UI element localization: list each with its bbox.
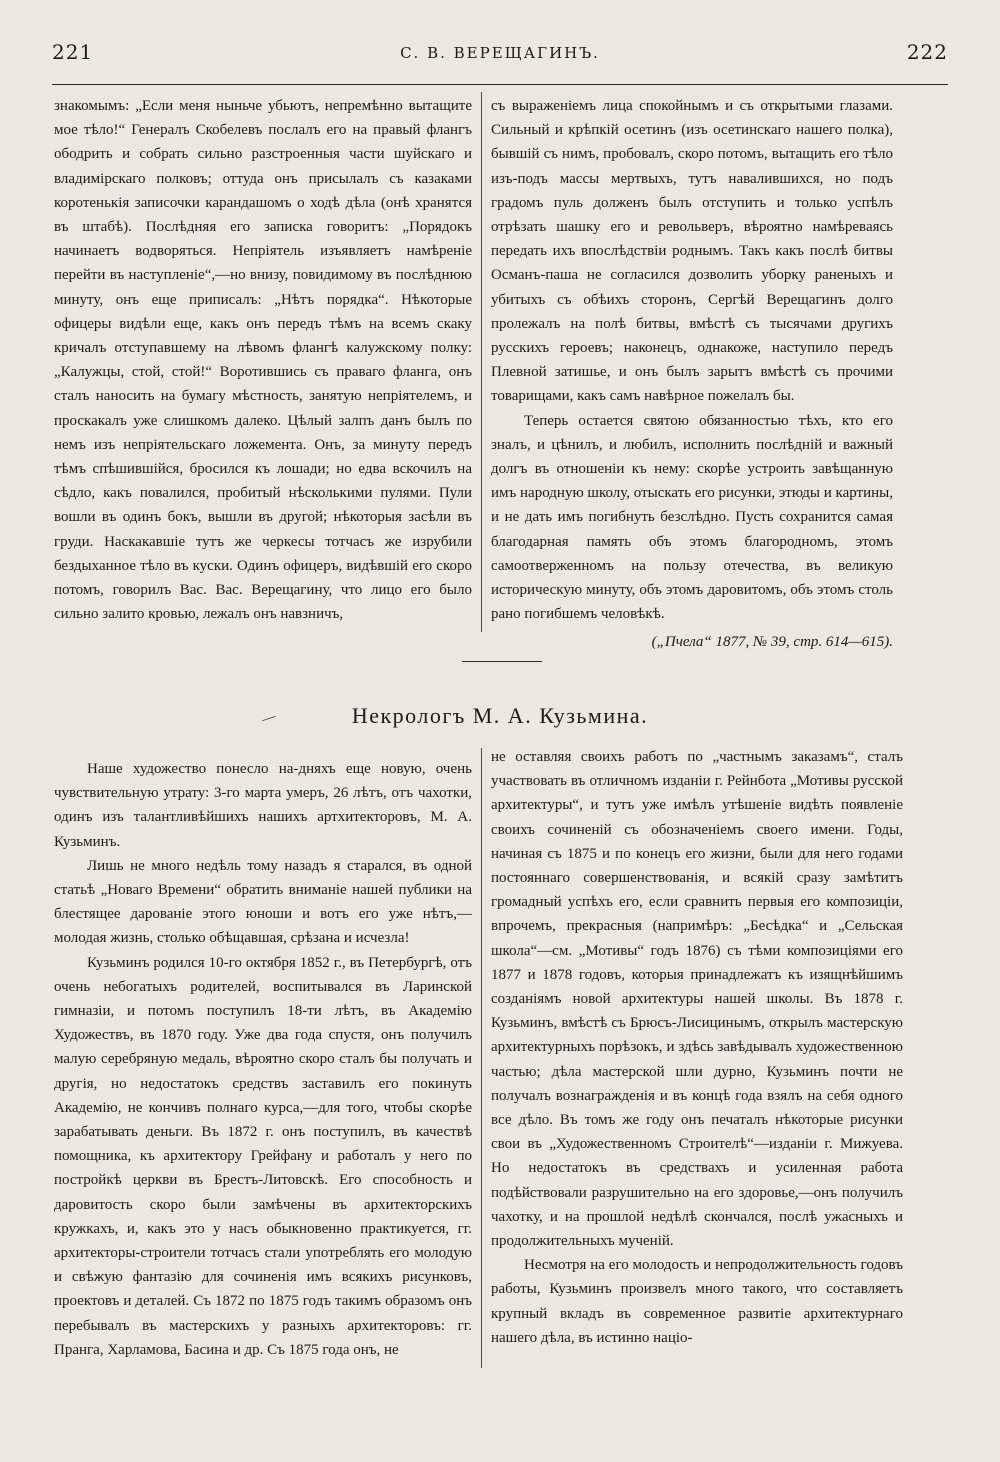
paragraph: Наше художество понесло на-дняхъ еще новую, очень чувствительную утрату: 3-го марта умеръ, 26 лѣтъ, отъ чахотки, одинъ изъ талантливѣйшихъ нашихъ артхитекторовъ, М. А. Кузьминъ. — [54, 761, 472, 850]
paragraph: знакомымъ: „Если меня ныньче убьютъ, непремѣнно вытащите мое тѣло!“ Генералъ Скобелевъ послалъ его на правый флангъ ободрить и собрать сильно разстроенныя части шуйскаго и владимірскаго полковъ; оттуда онъ присылалъ съ казаками коротенькія записочки карандашомъ о ходѣ дѣла (онѣ хранятся въ штабѣ). Послѣдняя его записка говоритъ: „Порядокъ начинаетъ водворяться. Непріятель изъявляетъ намѣреніе перейти въ наступленіе“,—но внизу, повидимому въ послѣднюю минуту, онъ еще приписалъ: „Нѣтъ порядка“. Нѣкоторые офицеры видѣли еще, какъ онъ передъ тѣмъ на всемъ скаку кричалъ отступавшему на лѣвомъ флангѣ калужскому полку: „Калужцы, стой, стой!“ Воротившись съ праваго фланга, онъ сталъ наносить на бумагу мѣстность, занятую непріятелемъ, и проскакалъ уже слишкомъ далеко. Цѣлый залпъ данъ былъ по немъ изъ непріятельскаго ложемента. Онъ, за минуту передъ тѣмъ спѣшившійся, бросился къ лошади; но едва вскочилъ на сѣдло, какъ повалился, пробитый нѣсколькими пулями. Пули вошли въ одинъ бокъ, вышли въ другой; нѣкоторыя засѣли въ груди. Наскакавшіе тутъ же черкесы тотчасъ же изрубили бездыханное тѣло въ куски. Одинъ офицеръ, видѣвшій его скоро потомъ, говорилъ Вас. Вас. Верещагину, что лицо его было сильно залито кровью, лежалъ онъ навзничъ, — [54, 98, 472, 623]
paragraph: Теперь остается святою обязанностью тѣхъ, кто его зналъ, и цѣнилъ, и любилъ, исполнить послѣдній и важный долгъ въ отношеніи къ нему: скорѣе устроить завѣщанную имъ народную школу, отыскать его рисунки, этюды и картины, и не дать имъ погибнуть безслѣдно. Пусть сохранится самая благодарная память объ этомъ благородномъ, этомъ самоотверженномъ на пользу отечества, въ великую историческую минуту, объ этомъ даровитомъ, объ этомъ столь рано погибшемъ человѣкѣ. — [491, 412, 893, 623]
top-left-column — [54, 94, 472, 626]
header-rule — [52, 84, 948, 85]
column-divider-bottom — [481, 748, 482, 1368]
source-citation: („Пчела“ 1877, № 39, стр. 614—615). — [651, 634, 893, 651]
paragraph: не оставляя своихъ работъ по „частнымъ заказамъ“, сталъ участвовать въ отличномъ изданіи г. Рейнбота „Мотивы русской архитектуры“, и тутъ уже имѣлъ утѣшеніе видѣть появленіе своихъ сочиненій съ обозначеніемъ своего имени. Годы, начиная съ 1875 и по конецъ его жизни, были для него годами постояннаго совершенствованія, и всякій сразу замѣтитъ громадный успѣхъ его, если сравнить первыя его композиціи, впрочемъ, прекрасныя (напримѣръ: „Бесѣдка“ и „Сельская школа“—см. „Мотивы“ годъ 1876) съ тѣми композиціями его 1877 и 1878 годовъ, которыя принадлежатъ къ изящнѣйшимъ созданіямъ новой архитектуры нашей школы. Въ 1878 г. Кузьминъ, вмѣстѣ съ Брюсъ-Лисицинымъ, открылъ мастерскую архитектурныхъ порѣзокъ, и здѣсь завѣдывалъ художественною частью; дѣла мастерской шли дурно, Кузьминъ почти не получалъ вознагражденія и въ концѣ года взялъ на себя одного все дѣло. Въ томъ же году онъ печаталъ нѣкоторые рисунки свои въ „Художественномъ Строителѣ“—изданіи г. Мижуева. Но недостатокъ въ средствахъ и усиленная работа подѣйствовали разрушительно на его здоровье,—онъ получилъ чахотку, и на прошлой недѣлѣ скончался, послѣ ужасныхъ и продолжительныхъ мученій. — [491, 749, 903, 1250]
page-header — [52, 40, 948, 76]
paragraph: съ выраженіемъ лица спокойнымъ и съ открытыми глазами. Сильный и крѣпкій осетинъ (изъ осетинскаго нашего полка), бывшій съ нимъ, пробовалъ, скоро потомъ, вытащить его тѣло изъ-подъ массы мертвыхъ, тутъ навалившихся, но подъ градомъ пуль долженъ былъ отступить и только успѣлъ отрѣзать шашку его и револьверъ, вѣроятно намѣреваясь передать ихъ впослѣдствіи роднымъ. Такъ какъ послѣ битвы Османъ-паша не согласился дозволить уборку раненыхъ и убитыхъ съ обѣихъ сторонъ, Сергѣй Верещагинъ долго пролежалъ на полѣ битвы, вмѣстѣ съ тысячами другихъ русскихъ героевъ; наконецъ, однакоже, наступило передъ Плевной затишье, и онъ былъ зарытъ вмѣстѣ съ прочими товарищами, какъ самъ навѣрное пожелалъ бы. — [491, 98, 893, 405]
paragraph: Кузьминъ родился 10-го октября 1852 г., въ Петербургѣ, отъ очень небогатыхъ родителей, воспитывался въ Ларинской гимназіи, и потомъ поступилъ 18-ти лѣтъ, въ Академію Художествъ, въ 1870 году. Уже два года спустя, онъ получилъ малую серебряную медаль, вѣроятно скоро сталъ бы получать и другія, но недостатокъ средствъ заставилъ его покинуть Академію, не кончивъ полнаго курса,—для того, чтобы скорѣе зарабатывать деньги. Въ 1872 г. онъ поступилъ, въ качествѣ помощника, къ архитектору Грейфану и работалъ у него по постройкѣ церкви въ Брестъ-Литовскѣ. Его способность и даровитость скоро были замѣчены въ архитекторскихъ кружкахъ, и, какъ это у насъ обыкновенно практикуется, гг. архитекторы-строители тотчасъ стали употреблять его молодую и свѣжую фантазію для сочиненія имъ всякихъ рисунковъ, проектовъ и деталей. Съ 1872 по 1875 годъ такимъ образомъ онъ перебывалъ въ мастерскихъ у разныхъ архитекторовъ: гг. Пранга, Харламова, Басина и др. Съ 1875 года онъ, не — [54, 954, 472, 1358]
section-divider — [462, 661, 542, 662]
obituary-title: Некрологъ М. А. Кузьмина. — [351, 703, 649, 728]
page-number-left: 221 — [52, 40, 94, 64]
paragraph: Лишь не много недѣль тому назадъ я старался, въ одной статьѣ „Новаго Времени“ обратить вниманіе нашей публики на блестящее дарованіе этого юноши и вотъ его уже нѣтъ,—молодая жизнь, столько обѣщавшая, срѣзана и исчезла! — [54, 857, 472, 947]
obituary-right-column — [491, 745, 903, 1350]
paragraph: Несмотря на его молодость и непродолжительность годовъ работы, Кузьминъ произвелъ много такого, что составляетъ крупный вкладъ въ современное развитіе архитектурнаго нашего дѣла, въ истинно націо- — [491, 1257, 903, 1346]
obituary-left-column — [54, 757, 472, 1362]
page-number-right: 222 — [906, 40, 948, 64]
column-divider-top — [481, 92, 482, 632]
running-title: С. В. ВЕРЕЩАГИНЪ. — [400, 44, 600, 62]
top-right-column — [491, 94, 893, 655]
